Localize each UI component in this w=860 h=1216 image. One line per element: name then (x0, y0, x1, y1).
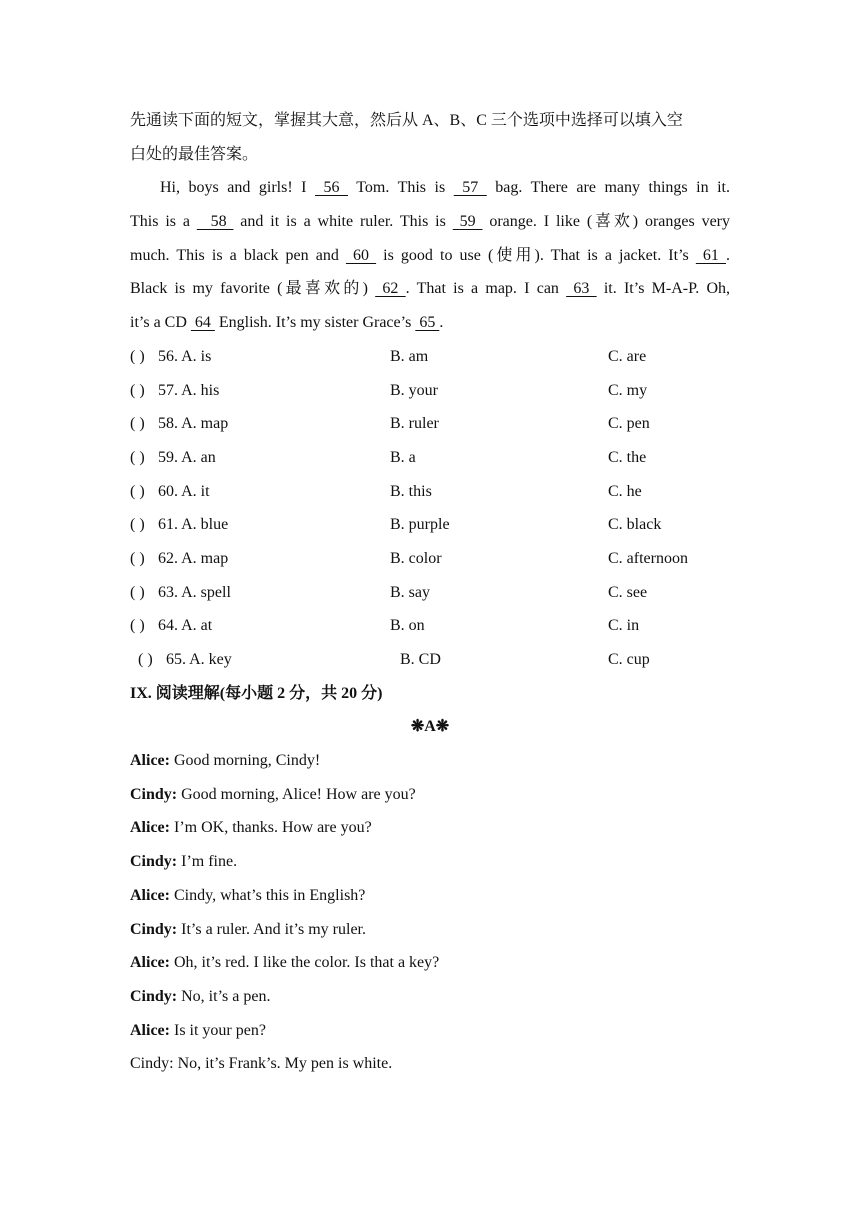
speaker-name: Cindy: (130, 853, 178, 871)
answer-paren[interactable]: ( ) (138, 651, 153, 668)
passage-line-2: This is a 58 and it is a white ruler. This is 59 orange. I like (喜欢) oranges very (130, 213, 731, 231)
question-row (130, 407, 730, 441)
dialogue-line (130, 811, 730, 845)
option-c: C. he (608, 482, 642, 500)
instructions-line-2: 白处的最佳答案。 (130, 145, 259, 163)
question-row (130, 475, 730, 509)
blank-63: 63 (566, 280, 597, 298)
question-row (130, 609, 730, 643)
question-row (130, 374, 730, 408)
option-b: B. am (390, 347, 429, 365)
option-c: C. afternoon (608, 549, 688, 567)
speaker-name: Alice: (130, 819, 170, 837)
question-row (130, 441, 730, 475)
option-c: C. pen (608, 415, 650, 433)
instructions-line-1: 先通读下面的短文，掌握其大意，然后从 A、B、C 三个选项中选择可以填入空 (130, 112, 683, 129)
speaker-name: Alice: (130, 752, 170, 770)
dialogue-line (130, 946, 730, 980)
dialogue-line (130, 845, 730, 879)
blank-56: 56 (315, 179, 349, 197)
option-b: B. CD (400, 651, 441, 668)
question-row (130, 340, 730, 374)
passage-line-5: it’s a CD 64 English. It’s my sister Grace’s 65 . (130, 314, 444, 332)
dialogue-line (130, 778, 730, 812)
option-a: 56. A. is (158, 347, 212, 365)
dialogue-text: Is it your pen? (169, 1021, 266, 1039)
answer-paren[interactable]: ( ) (130, 516, 145, 534)
answer-paren[interactable]: ( ) (130, 448, 145, 466)
speaker-name: Cindy: (130, 920, 178, 938)
speaker-name: Alice: (130, 1021, 170, 1039)
dialogue-text: No, it’s a pen. (177, 987, 271, 1005)
option-a: 61. A. blue (158, 516, 229, 534)
blank-64: 64 (190, 314, 215, 332)
question-list (130, 340, 730, 677)
option-a: 60. A. it (158, 482, 210, 500)
option-c: C. black (608, 516, 662, 534)
answer-paren[interactable]: ( ) (130, 617, 145, 635)
part-label: ❋A❋ (410, 718, 450, 736)
question-row (130, 643, 730, 677)
answer-paren[interactable]: ( ) (130, 583, 145, 601)
dialogue-line-plain: Cindy: No, it’s Frank’s. My pen is white. (130, 1055, 393, 1073)
dialogue-line (130, 1014, 730, 1048)
speaker-name: Alice: (130, 954, 170, 972)
dialogue-text: Good morning, Cindy! (169, 752, 321, 770)
dialogue-text: It’s a ruler. And it’s my ruler. (177, 920, 366, 938)
question-row (130, 542, 730, 576)
option-c: C. the (608, 448, 647, 466)
option-b: B. say (390, 583, 430, 601)
dialogue-text: I’m OK, thanks. How are you? (169, 819, 372, 837)
option-a: 58. A. map (158, 415, 229, 433)
blank-65: 65 (415, 314, 440, 332)
option-c: C. my (608, 381, 648, 399)
dialogue-line (130, 744, 730, 778)
option-b: B. color (390, 549, 442, 567)
section-heading: IX. 阅读理解(每小题 2 分，共 20 分) (130, 684, 383, 702)
option-a: 62. A. map (158, 549, 229, 567)
blank-62: 62 (375, 280, 406, 298)
option-c: C. in (608, 617, 640, 635)
option-c: C. see (608, 583, 648, 601)
option-a: 64. A. at (158, 617, 213, 635)
dialogue-text: Good morning, Alice! How are you? (177, 785, 416, 803)
option-a: 59. A. an (158, 448, 216, 466)
dialogue-line (130, 913, 730, 947)
option-a: 63. A. spell (158, 583, 231, 601)
document-page (130, 104, 730, 1081)
speaker-name: Alice: (130, 886, 170, 904)
dialogue-line (130, 879, 730, 913)
option-a: 65. A. key (166, 651, 232, 668)
option-b: B. purple (390, 516, 450, 534)
blank-57: 57 (453, 179, 487, 197)
speaker-name: Cindy: (130, 987, 178, 1005)
passage-line-3: much. This is a black pen and 60 is good to use (使用). That is a jacket. It’s 61 . (130, 246, 730, 264)
answer-paren[interactable]: ( ) (130, 482, 145, 500)
dialogue-line (130, 980, 730, 1014)
option-b: B. this (390, 482, 432, 500)
passage-line-1: Hi, boys and girls! I 56 Tom. This is 57 bag. There are many things in it. (160, 179, 731, 197)
option-b: B. your (390, 381, 438, 399)
blank-60: 60 (345, 246, 377, 264)
option-b: B. a (390, 448, 416, 466)
option-a: 57. A. his (158, 381, 220, 399)
answer-paren[interactable]: ( ) (130, 549, 145, 567)
option-c: C. cup (608, 651, 650, 668)
blank-59: 59 (452, 213, 483, 231)
passage-line-4: Black is my favorite (最喜欢的) 62 . That is a map. I can 63 it. It’s M-A-P. Oh, (130, 280, 731, 298)
blank-61: 61 (695, 246, 726, 264)
dialogue-text: Oh, it’s red. I like the color. Is that a key? (169, 954, 440, 972)
option-b: B. ruler (390, 415, 439, 433)
option-c: C. are (608, 347, 647, 365)
blank-58: 58 (196, 213, 234, 231)
answer-paren[interactable]: ( ) (130, 381, 145, 399)
dialogue-text: I’m fine. (177, 853, 238, 871)
option-b: B. on (390, 617, 425, 635)
dialogue-text: Cindy, what’s this in English? (169, 886, 366, 904)
question-row (130, 508, 730, 542)
dialogue (130, 744, 730, 1081)
answer-paren[interactable]: ( ) (130, 347, 145, 365)
answer-paren[interactable]: ( ) (130, 415, 145, 433)
speaker-name: Cindy: (130, 785, 178, 803)
question-row (130, 576, 730, 610)
